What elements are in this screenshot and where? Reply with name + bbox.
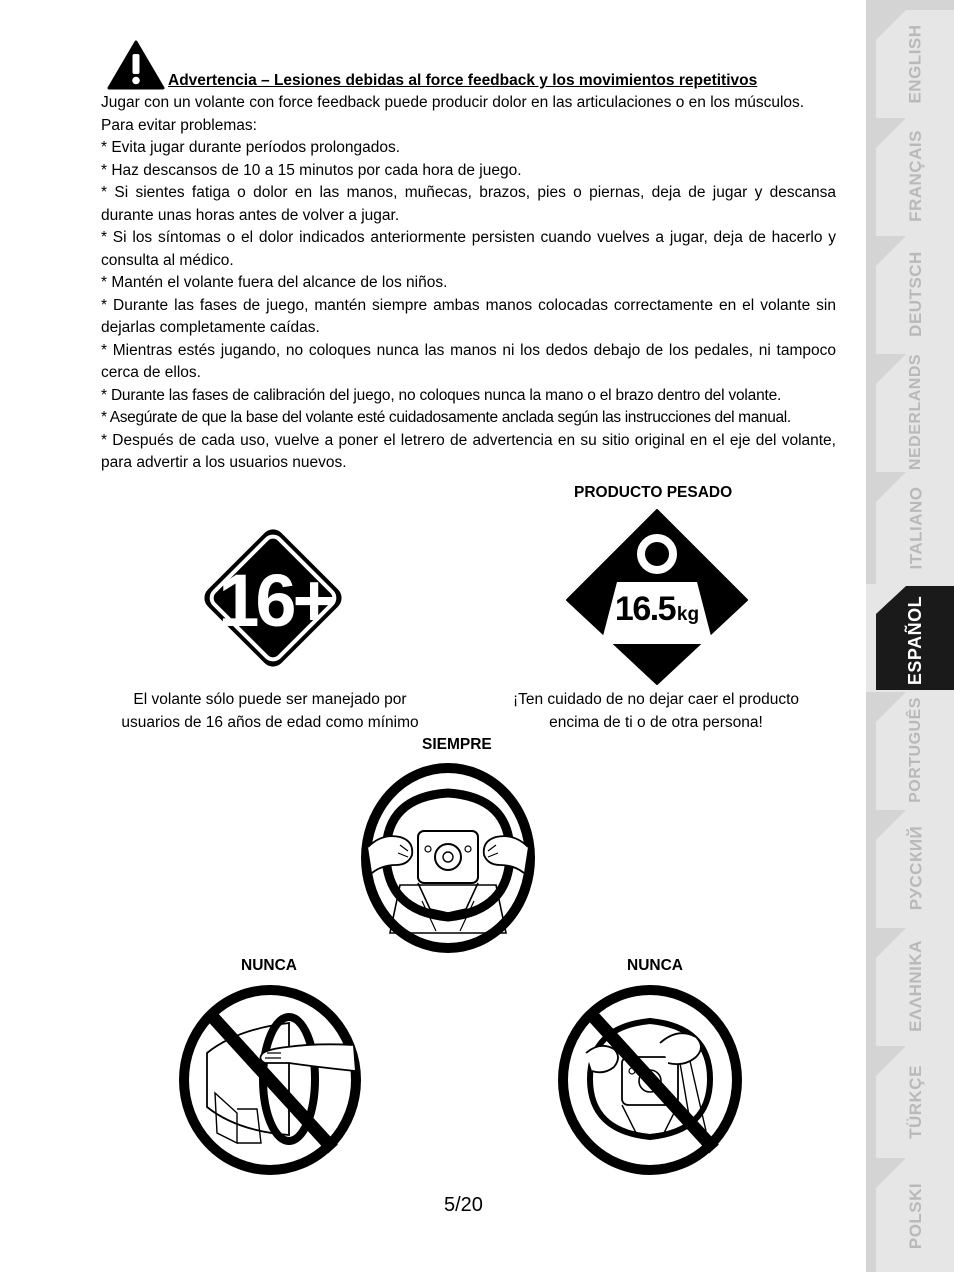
age-caption: El volante sólo puede ser manejado por usuarios de 16 años de edad como mínimo (121, 691, 419, 731)
tab-russian[interactable] (866, 810, 954, 928)
prohibited-hand-inside-wheel-icon (177, 983, 363, 1177)
never-label-left: NUNCA (241, 957, 297, 974)
tab-portugues[interactable] (866, 692, 954, 810)
age-sign-text: 16+ (218, 559, 332, 642)
weight-16-5-kg-icon (565, 508, 749, 686)
never-label-right: NUNCA (627, 957, 683, 974)
paragraph: * Haz descansos de 10 a 15 minutos por cada hora de juego. (101, 161, 522, 179)
tab-label: FRANÇAIS (906, 130, 925, 222)
paragraph: * Durante las fases de juego, mantén siempre ambas manos colocadas correctamente en el volante sin dejarlas completamente caídas. (101, 296, 836, 336)
tab-label: ESPAÑOL (905, 595, 926, 685)
tab-nederlands[interactable] (866, 354, 954, 472)
warning-section (101, 40, 836, 475)
tab-label: РУССКИЙ (906, 825, 925, 911)
tab-label: NEDERLANDS (907, 353, 924, 471)
paragraph: Jugar con un volante con force feedback puede producir dolor en las articulaciones o en los músculos. Para evitar problemas: (101, 94, 805, 134)
tab-label: ENGLISH (906, 24, 925, 104)
tab-deutsch[interactable] (866, 236, 954, 354)
tab-label: PORTUGUÊS (907, 697, 924, 803)
tab-turkce[interactable] (866, 1046, 954, 1158)
tab-english[interactable] (866, 0, 954, 118)
paragraph: * Mientras estés jugando, no coloques nunca las manos ni los dedos debajo de los pedales, ni tampoco cerca de ellos. (101, 341, 836, 381)
paragraph: * Evita jugar durante períodos prolongados. (101, 139, 401, 156)
paragraph: * Después de cada uso, vuelve a poner el letrero de advertencia en su sitio original en el eje del volante, para advertir a los usuarios nuevos. (101, 431, 836, 471)
tab-espanol[interactable] (866, 582, 954, 692)
paragraph: * Durante las fases de calibración del juego, no coloques nunca la mano o el brazo dentro del volante. (101, 386, 782, 404)
page-number: 5/20 (444, 1194, 483, 1216)
tab-label: DEUTSCH (906, 251, 926, 337)
paragraph: * Si sientes fatiga o dolor en las manos, muñecas, brazos, pies o piernas, deja de jugar y descansa durante unas horas antes de volver a jugar. (101, 184, 836, 224)
tab-polski[interactable] (866, 1158, 954, 1272)
paragraph: * Si los síntomas o el dolor indicados anteriormente persisten cuando vuelves a jugar, deja de hacerlo y consulta al médico. (101, 229, 836, 269)
heavy-product-heading: PRODUCTO PESADO (574, 484, 733, 501)
paragraph: * Mantén el volante fuera del alcance de los niños. (101, 274, 448, 291)
always-label: SIEMPRE (422, 736, 492, 753)
age-16-plus-icon (189, 514, 357, 682)
tab-italiano[interactable] (866, 472, 954, 584)
warning-triangle-icon (107, 40, 165, 90)
warning-body (101, 92, 836, 475)
warning-title-row (101, 40, 836, 92)
weight-caption: ¡Ten cuidado de no dejar caer el producto encima de ti o de otra persona! (512, 691, 800, 731)
correct-grip-wheel-icon (360, 761, 536, 955)
weight-unit: kg (676, 604, 700, 625)
language-tabs (866, 0, 954, 1272)
warning-title: Advertencia – Lesiones debidas al force feedback y los movimientos repetitivos (168, 72, 758, 89)
tab-francais[interactable] (866, 118, 954, 236)
tab-label: ITALIANO (906, 486, 926, 570)
tab-label: TÜRKÇE (906, 1065, 925, 1139)
tab-label: POLSKI (906, 1182, 926, 1250)
tab-greek[interactable] (866, 928, 954, 1046)
tab-label: ΕΛΛΗΝΙΚΑ (906, 940, 926, 1032)
weight-value: 16.5 (614, 590, 676, 628)
prohibited-hands-crossed-icon (556, 983, 744, 1177)
paragraph: * Asegúrate de que la base del volante esté cuidadosamente anclada según las instrucciones del manual. (101, 409, 791, 426)
